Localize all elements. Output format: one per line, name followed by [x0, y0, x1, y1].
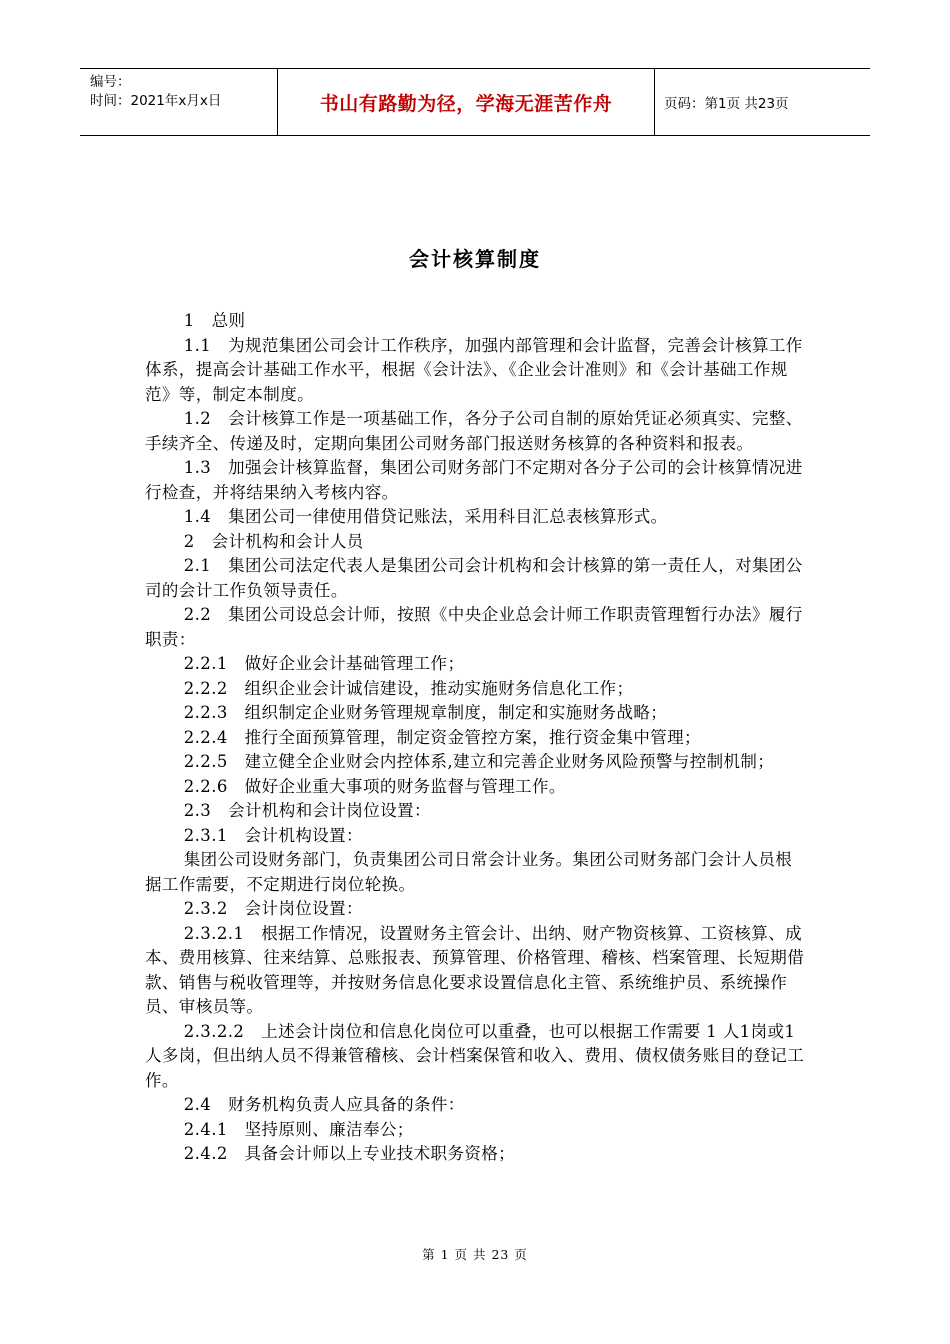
paragraph: 1.2 会计核算工作是一项基础工作，各分子公司自制的原始凭证必须真实、完整、手续齐全、传递及时，定期向集团公司财务部门报送财务核算的各种资料和报表。 — [145, 409, 803, 453]
paragraph: 2.2 集团公司设总会计师，按照《中央企业总会计师工作职责管理暂行办法》履行职责： — [145, 605, 803, 649]
date-label: 时间：2021年x月x日 — [90, 93, 222, 109]
page-header — [80, 68, 870, 136]
paragraph: 2.4 财务机构负责人应具备的条件： — [183, 1095, 465, 1114]
paragraph: 2.2.2 组织企业会计诚信建设，推动实施财务信息化工作； — [183, 678, 634, 698]
paragraph: 2.1 集团公司法定代表人是集团公司会计机构和会计核算的第一责任人，对集团公司的会计工作负领导责任。 — [145, 556, 803, 600]
paragraph: 2.2.5 建立健全企业财会内控体系,建立和完善企业财务风险预警与控制机制； — [183, 752, 775, 771]
paragraph: 2.2.1 做好企业会计基础管理工作； — [183, 654, 465, 673]
paragraph: 集团公司设财务部门，负责集团公司日常会计业务。集团公司财务部门会计人员根据工作需要，不定期进行岗位轮换。 — [145, 850, 793, 894]
document-body — [145, 309, 809, 1167]
header-motto: 书山有路勤为径，学海无涯苦作舟 — [278, 69, 655, 135]
paragraph: 2.3.2.2 上述会计岗位和信息化岗位可以重叠，也可以根据工作需要 1 人1岗或1人多岗，但出纳人员不得兼管稽核、会计档案保管和收入、费用、债权债务账目的登记工作。 — [145, 1021, 805, 1090]
header-meta-cell — [80, 69, 278, 135]
paragraph: 2.4.1 坚持原则、廉洁奉公； — [183, 1119, 414, 1139]
paragraph: 2.2.3 组织制定企业财务管理规章制度，制定和实施财务战略； — [183, 703, 668, 722]
page-footer: 第 1 页 共 23 页 — [422, 1247, 528, 1262]
paragraph: 2.3.2.1 根据工作情况，设置财务主管会计、出纳、财产物资核算、工资核算、成本、费用核算、往来结算、总账报表、预算管理、价格管理、稽核、档案管理、长短期借款、销售与税收管理等，并按财务信息化要求设置信息化主管、系统维护员、系统操作员、审核员等。 — [145, 923, 805, 1016]
paragraph: 2.2.4 推行全面预算管理，制定资金管控方案，推行资金集中管理； — [183, 727, 701, 747]
paragraph: 2.3.2 会计岗位设置： — [183, 899, 363, 918]
paragraph: 2.2.6 做好企业重大事项的财务监督与管理工作。 — [183, 776, 566, 796]
header-page-info: 页码：第1页 共23页 — [664, 96, 789, 112]
paragraph: 1 总则 — [183, 311, 246, 330]
document-title: 会计核算制度 — [409, 247, 541, 271]
paragraph: 2.4.2 具备会计师以上专业技术职务资格； — [183, 1144, 516, 1163]
serial-label: 编号： — [90, 74, 131, 90]
paragraph: 1.1 为规范集团公司会计工作秩序，加强内部管理和会计监督，完善会计核算工作体系，提高会计基础工作水平，根据《会计法》、《企业会计准则》和《会计基础工作规范》等，制定本制度。 — [145, 335, 803, 404]
paragraph: 2.3.1 会计机构设置： — [183, 825, 363, 845]
paragraph: 2.3 会计机构和会计岗位设置： — [183, 801, 431, 820]
paragraph: 1.3 加强会计核算监督，集团公司财务部门不定期对各分子公司的会计核算情况进行检查，并将结果纳入考核内容。 — [145, 458, 803, 502]
paragraph: 2 会计机构和会计人员 — [183, 531, 364, 551]
paragraph: 1.4 集团公司一律使用借贷记账法，采用科目汇总表核算形式。 — [183, 507, 668, 526]
